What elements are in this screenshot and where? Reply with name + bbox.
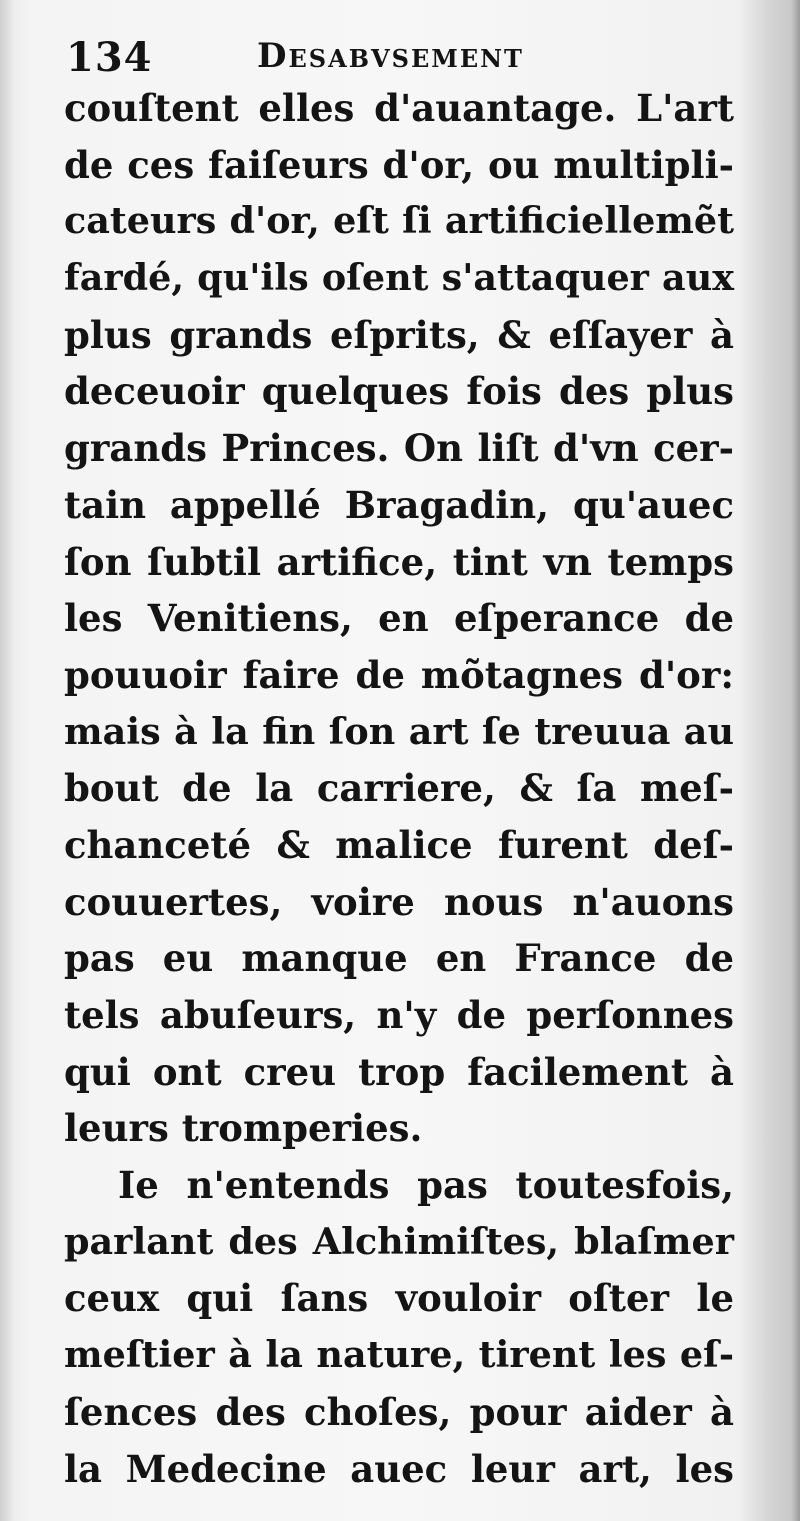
text-line: cateurs d'or, eſt ſi artificiellemẽt — [64, 199, 734, 243]
text-line: pas eu manque en France de — [64, 936, 734, 981]
text-line: les Venitiens, en eſperance de — [64, 596, 734, 641]
text-line: tain appellé Bragadin, qu'auec — [64, 482, 734, 527]
text-line: chanceté & malice furent deſ- — [64, 822, 734, 867]
text-line: meſtier à la nature, tirent les eſ- — [64, 1333, 734, 1377]
text-line: couuertes, voire nous n'auons — [64, 879, 734, 924]
text-line: ceux qui ſans vouloir oſter le — [64, 1276, 734, 1321]
page-edge-shadow — [740, 0, 800, 1521]
page-header — [64, 30, 734, 82]
page-gutter-shadow — [0, 0, 14, 1521]
text-line: qui ont creu trop facilement à — [64, 1049, 734, 1094]
text-line: pouuoir faire de mõtagnes d'or: — [64, 652, 734, 697]
text-line: la Medecine auec leur art, les — [64, 1446, 734, 1491]
text-line: deceuoir quelques fois des plus — [64, 369, 734, 414]
text-line: parlant des Alchimiſtes, blaſmer — [64, 1219, 734, 1263]
text-line: grands Princes. On liſt d'vn cer- — [64, 426, 734, 471]
text-line: tels abuſeurs, n'y de perſonnes — [64, 993, 734, 1037]
text-line: plus grands eſprits, & eſſayer à — [64, 312, 734, 357]
body-text — [64, 80, 734, 1497]
text-line: bout de la carriere, & ſa meſ- — [64, 766, 734, 811]
text-line: ſences des choſes, pour aider à — [64, 1389, 734, 1434]
text-line: couſtent elles d'auantage. L'art — [64, 86, 734, 130]
paragraph-start-line: Ie n'entends pas toutesfois, — [118, 1163, 734, 1208]
text-line: de ces faiſeurs d'or, ou multipli- — [64, 142, 734, 187]
text-line: fardé, qu'ils oſent s'attaquer aux — [64, 256, 734, 300]
running-head: Desabvsement — [257, 36, 524, 76]
paragraph-end-line: leurs tromperies. — [64, 1106, 423, 1151]
text-line: mais à la fin ſon art ſe treuua au — [64, 709, 734, 753]
text-line: ſon ſubtil artifice, tint vn temps — [64, 539, 734, 584]
page-number: 134 — [66, 34, 153, 81]
